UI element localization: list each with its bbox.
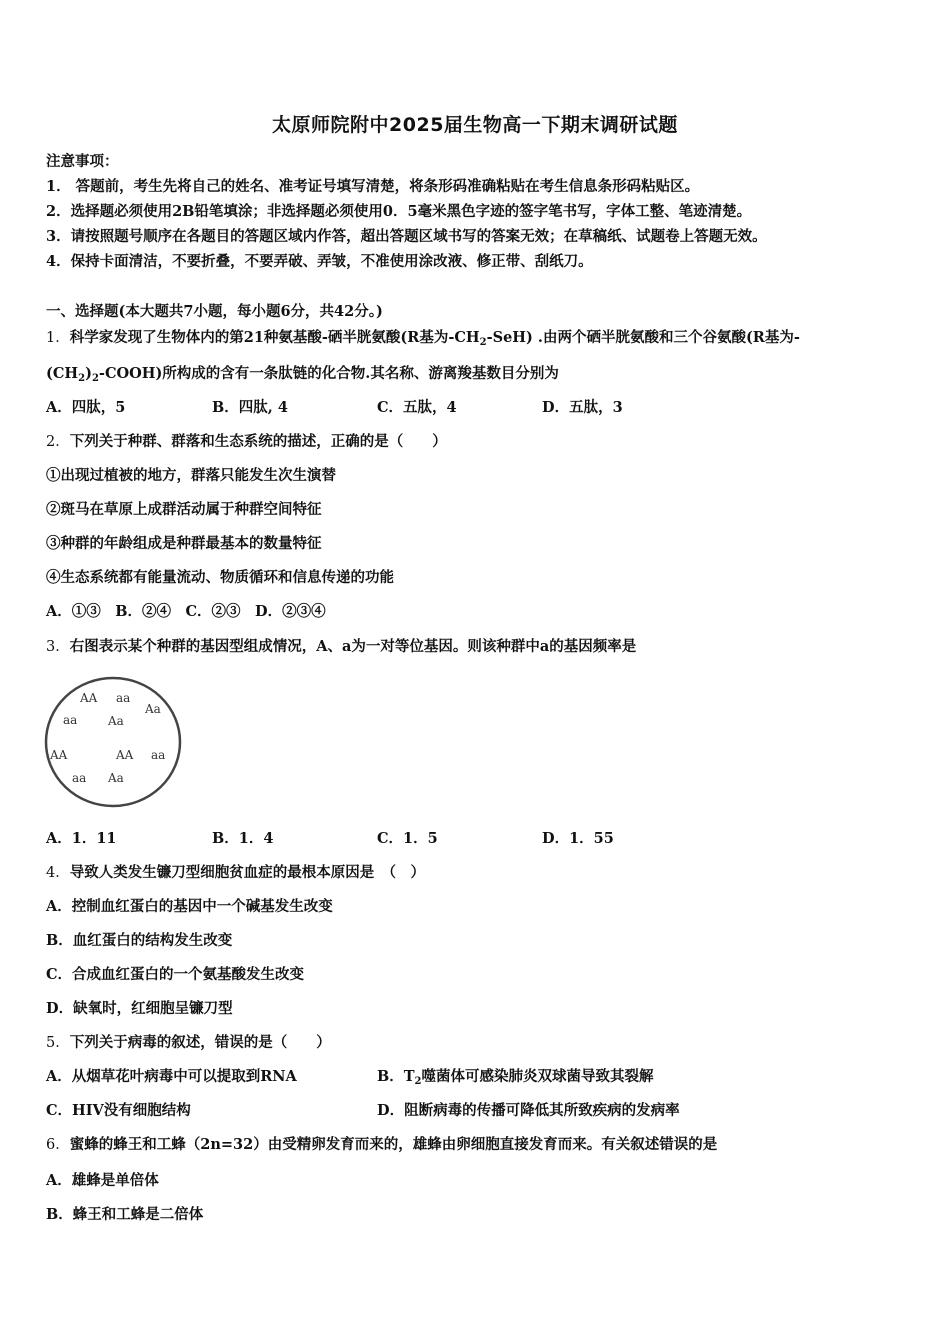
question-5-stem <box>46 1033 331 1053</box>
q1-text-e: -COOH)所构成的含有一条肽链的化合物.其名称、游离羧基数目分别为 <box>98 365 559 382</box>
q5-option-d: D．阻断病毒的传播可降低其所致疾病的发病率 <box>377 1102 680 1119</box>
question-number: 4． <box>46 865 70 881</box>
genotype-label: Aa <box>108 714 124 728</box>
subscript: 2 <box>414 1076 422 1087</box>
notice-item: 4．保持卡面清洁，不要折叠，不要弄破、弄皱，不准使用涂改液、修正带、刮纸刀。 <box>46 253 593 270</box>
genotype-circle-diagram <box>44 674 184 810</box>
q4-option-a: A．控制血红蛋白的基因中一个碱基发生改变 <box>46 898 333 915</box>
q3-option-d: D．1．55 <box>542 830 614 847</box>
q6-option-b: B．蜂王和工蜂是二倍体 <box>46 1206 204 1223</box>
q1-text-d: ) <box>85 365 92 382</box>
genotype-label: Aa <box>108 771 124 785</box>
genotype-population-figure <box>44 674 184 810</box>
notice-item: 1． 答题前，考生先将自己的姓名、准考证号填写清楚，将条形码准确粘贴在考生信息条形码粘贴区。 <box>46 178 700 195</box>
q5-option-a: A．从烟草花叶病毒中可以提取到RNA <box>46 1068 297 1085</box>
q1-option-a: A．四肽，5 <box>46 399 126 416</box>
genotype-label: AA <box>80 691 98 705</box>
genotype-label: AA <box>50 748 68 762</box>
q5-option-b <box>377 1067 654 1087</box>
genotype-label: AA <box>116 748 134 762</box>
q6-option-a: A．雄蜂是单倍体 <box>46 1172 159 1189</box>
question-4-stem <box>46 863 425 883</box>
subscript: 2 <box>91 373 99 384</box>
q6-text: 蜜蜂的蜂王和工蜂（2n=32）由受精卵发育而来的，雄蜂由卵细胞直接发育而来。有关叙述错误的是 <box>69 1136 718 1153</box>
q4-option-c: C．合成血红蛋白的一个氨基酸发生改变 <box>46 966 305 983</box>
question-number: 5． <box>46 1035 70 1051</box>
genotype-label: aa <box>72 771 87 785</box>
genotype-label: aa <box>63 713 78 727</box>
question-number: 3． <box>46 639 70 655</box>
q1-option-b: B．四肽, 4 <box>212 399 288 416</box>
q2-text: 下列关于种群、群落和生态系统的描述，正确的是（ ） <box>69 433 447 450</box>
q5-option-c: C．HIV没有细胞结构 <box>46 1102 191 1119</box>
q1-text-c: (CH <box>46 365 79 382</box>
q3-option-c: C．1．5 <box>377 830 438 847</box>
page-title: 太原师院附中2025届生物高一下期末调研试题 <box>272 114 678 136</box>
notice-item: 2．选择题必须使用2B铅笔填涂；非选择题必须使用0．5毫米黑色字迹的签字笔书写，字体工整、笔迹清楚。 <box>46 203 752 220</box>
q3-text: 右图表示某个种群的基因型组成情况，A、a为一对等位基因。则该种群中a的基因频率是 <box>69 638 637 655</box>
q4-option-b: B．血红蛋白的结构发生改变 <box>46 932 233 949</box>
subscript: 2 <box>479 337 487 348</box>
notice-heading: 注意事项： <box>46 153 119 170</box>
question-number: 2． <box>46 434 70 450</box>
q2-statement: ①出现过植被的地方，群落只能发生次生演替 <box>46 467 336 484</box>
q2-options: A．①③ B．②④ C．②③ D．②③④ <box>46 603 326 620</box>
q5-option-b-text: 噬菌体可感染肺炎双球菌导致其裂解 <box>421 1068 654 1085</box>
section-heading: 一、选择题(本大题共7小题，每小题6分，共42分。) <box>46 303 383 320</box>
question-6-stem <box>46 1135 717 1155</box>
q5-option-b-prefix: B．T <box>377 1068 415 1085</box>
q2-statement: ④生态系统都有能量流动、物质循环和信息传递的功能 <box>46 569 394 586</box>
notice-item: 3．请按照题号顺序在各题目的答题区域内作答，超出答题区域书写的答案无效；在草稿纸、试题卷上答题无效。 <box>46 228 767 245</box>
question-number: 6． <box>46 1137 70 1153</box>
subscript: 2 <box>78 373 86 384</box>
q3-option-b: B．1．4 <box>212 830 274 847</box>
question-number: 1． <box>46 330 70 346</box>
q1-text-b: -SeH) .由两个硒半胱氨酸和三个谷氨酸(R基为- <box>486 329 800 346</box>
q2-statement: ②斑马在草原上成群活动属于种群空间特征 <box>46 501 322 518</box>
q1-option-d: D．五肽，3 <box>542 399 623 416</box>
population-circle <box>46 678 180 806</box>
question-3-stem <box>46 637 636 657</box>
genotype-label: aa <box>116 691 131 705</box>
q3-option-a: A．1．11 <box>46 830 117 847</box>
question-2-stem <box>46 432 447 452</box>
genotype-label: aa <box>151 748 166 762</box>
q1-text-a: 科学家发现了生物体内的第21种氨基酸-硒半胱氨酸(R基为-CH <box>69 329 480 346</box>
q4-option-d: D．缺氧时，红细胞呈镰刀型 <box>46 1000 233 1017</box>
question-1-stem-cont <box>46 364 559 384</box>
genotype-label: Aa <box>145 702 161 716</box>
q1-option-c: C．五肽，4 <box>377 399 457 416</box>
q2-statement: ③种群的年龄组成是种群最基本的数量特征 <box>46 535 322 552</box>
q4-text: 导致人类发生镰刀型细胞贫血症的最根本原因是 （ ） <box>69 864 425 881</box>
question-1-stem <box>46 328 800 348</box>
q5-text: 下列关于病毒的叙述，错误的是（ ） <box>69 1034 331 1051</box>
